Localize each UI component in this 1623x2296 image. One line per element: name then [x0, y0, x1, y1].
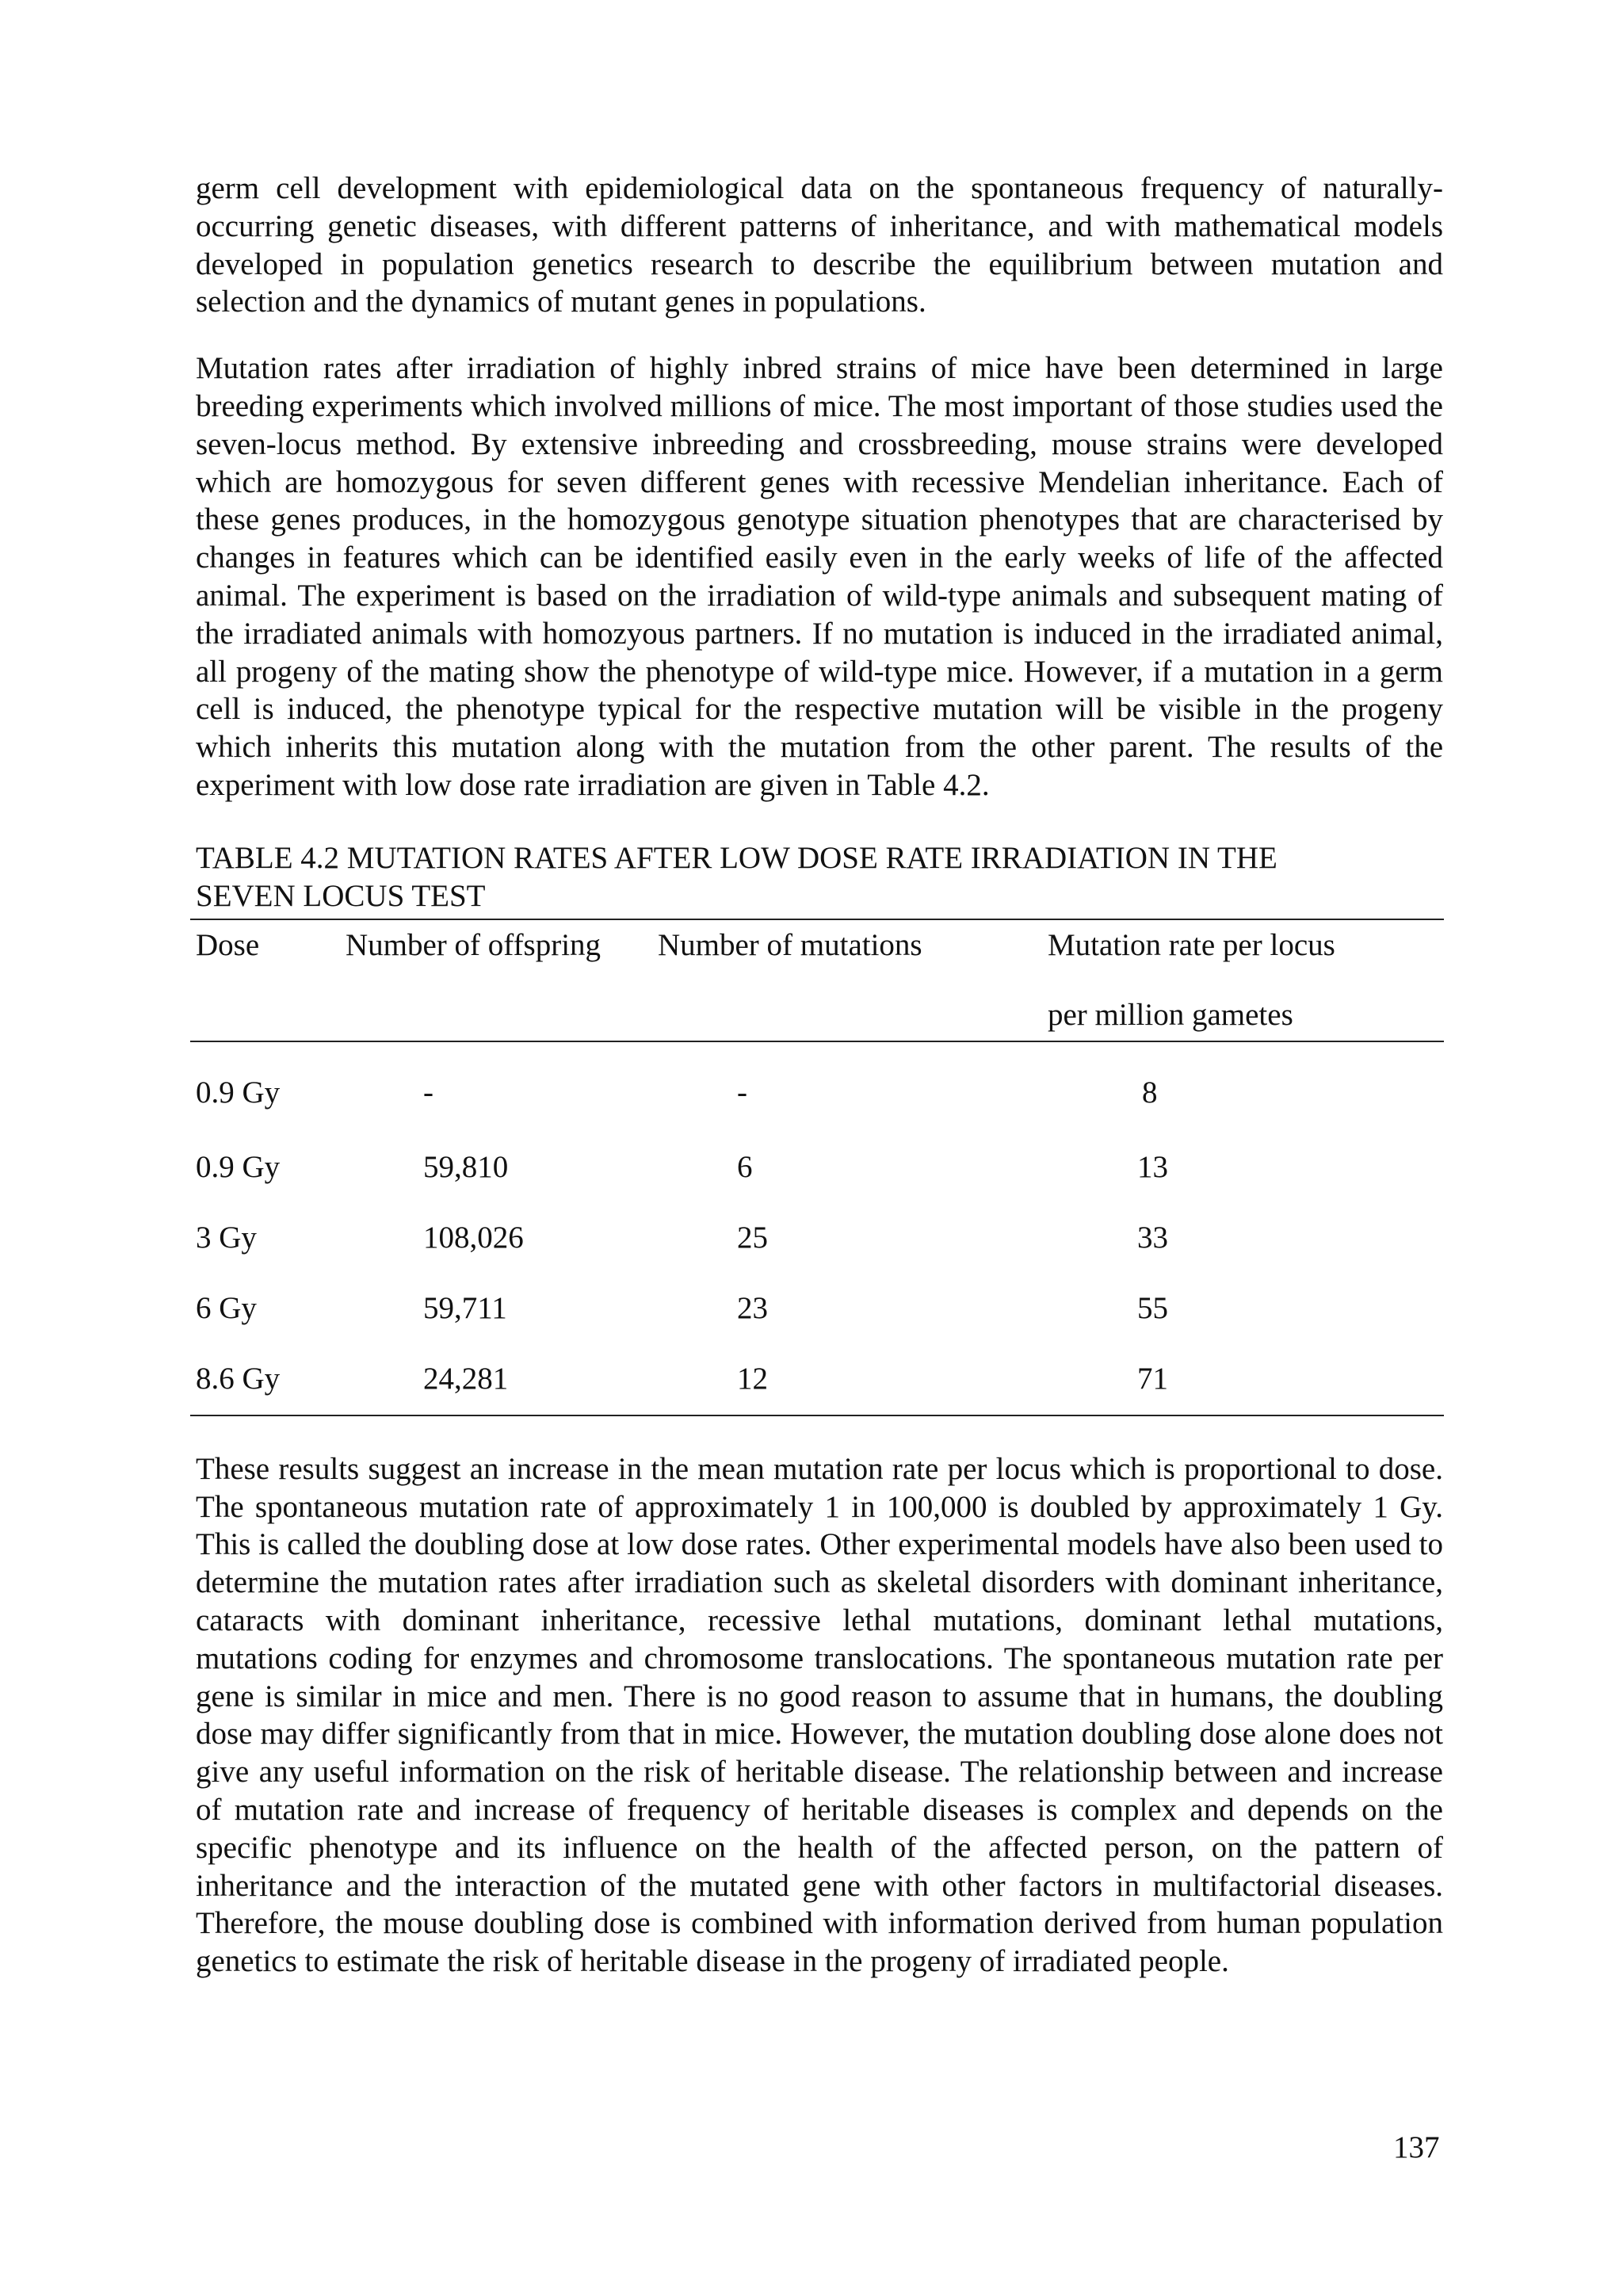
cell-rate: 71	[1137, 1362, 1168, 1396]
paragraph-results-discussion: These results suggest an increase in the mean mutation rate per locus which is proportional to dose. The spontaneous mutation rate of approximately 1 in 100,000 is doubled by approximately 1 Gy. This is called the doubling dose at low dose rates. Other experimental models have also been used to determine the mutation rates after irradiation such as skeletal disorders with dominant inheritance, cataracts with dominant inheritance, recessive lethal mutations, dominant lethal mutations, mutations coding for enzymes and chromosome translocations. The spontaneous mutation rate per gene is similar in mice and men. There is no good reason to assume that in humans, the doubling dose may differ significantly from that in mice. However, the mutation doubling dose alone does not give any useful information on the risk of heritable disease. The relationship between and increase of mutation rate and increase of frequency of heritable diseases is complex and depends on the specific phenotype and its influence on the health of the affected person, on the pattern of inheritance and the interaction of the mutated gene with other factors in multifactorial diseases. Therefore, the mouse doubling dose is combined with information derived from human population genetics to estimate the risk of heritable disease in the progeny of irradiated people.	[196, 1451, 1443, 1979]
header-mutation-rate	[1048, 919, 1444, 1041]
cell-offspring: 108,026	[423, 1221, 524, 1255]
page-content	[196, 170, 1443, 1981]
cell-offspring: 24,281	[423, 1362, 509, 1396]
header-mutations: Number of mutations	[658, 927, 922, 962]
page-number: 137	[1393, 2130, 1440, 2164]
table-row	[190, 1274, 1444, 1344]
paragraph-mutation-rates: Mutation rates after irradiation of highly inbred strains of mice have been determined in large breeding experiments which involved millions of mice. The most important of those studies used the seven-locus method. By extensive inbreeding and crossbreeding, mouse strains were developed which are homozygous for seven different genes with recessive Mendelian inheritance. Each of these genes produces, in the homozygous genotype situation phenotypes that are characterised by changes in features which can be identified easily even in the early weeks of life of the affected animal. The experiment is based on the irradiation of wild-type animals and subsequent mating of the irradiated animals with homozyous partners. If no mutation is induced in the irradiated animal, all progeny of the mating show the phenotype of wild-type mice. However, if a mutation in a germ cell is induced, the phenotype typical for the respective mutation will be visible in the progeny which inherits this mutation along with the mutation from the other parent. The results of the experiment with low dose rate irradiation are given in Table 4.2.	[196, 351, 1443, 802]
cell-offspring: 59,810	[423, 1150, 509, 1185]
cell-dose: 3 Gy	[196, 1221, 257, 1255]
table-caption	[196, 839, 1443, 915]
cell-mutations: -	[737, 1075, 747, 1110]
cell-mutations: 6	[737, 1150, 753, 1185]
table-header-row	[190, 919, 1444, 1041]
header-dose: Dose	[196, 927, 260, 962]
header-mutation-rate-line2: per million gametes	[1048, 997, 1293, 1032]
cell-dose: 8.6 Gy	[196, 1362, 281, 1396]
header-mutation-rate-line1: Mutation rate per locus	[1048, 927, 1335, 962]
mutation-rates-table	[190, 919, 1444, 1416]
cell-rate: 55	[1137, 1291, 1168, 1326]
cell-rate: 13	[1137, 1150, 1168, 1185]
cell-dose: 0.9 Gy	[196, 1075, 281, 1110]
cell-mutations: 12	[737, 1362, 768, 1396]
table-row	[190, 1344, 1444, 1415]
table-caption-line: TABLE 4.2 MUTATION RATES AFTER LOW DOSE RATE IRRADIATION IN THE	[196, 840, 1277, 875]
cell-mutations: 23	[737, 1291, 768, 1326]
table-row	[190, 1203, 1444, 1274]
cell-rate: 33	[1137, 1221, 1168, 1255]
cell-rate: 8	[1142, 1075, 1158, 1110]
cell-mutations: 25	[737, 1221, 768, 1255]
cell-offspring: -	[423, 1075, 433, 1110]
cell-dose: 0.9 Gy	[196, 1150, 281, 1185]
cell-dose: 6 Gy	[196, 1291, 257, 1326]
table-row	[190, 1133, 1444, 1203]
cell-offspring: 59,711	[423, 1291, 507, 1326]
header-offspring: Number of offspring	[346, 927, 601, 962]
table-row	[190, 1041, 1444, 1133]
paragraph-intro-continuation: germ cell development with epidemiological data on the spontaneous frequency of naturally-occurring genetic diseases, with different patterns of inheritance, and with mathematical models developed in population genetics research to describe the equilibrium between mutation and selection and the dynamics of mutant genes in populations.	[196, 171, 1443, 319]
table-caption-line: SEVEN LOCUS TEST	[196, 878, 486, 913]
